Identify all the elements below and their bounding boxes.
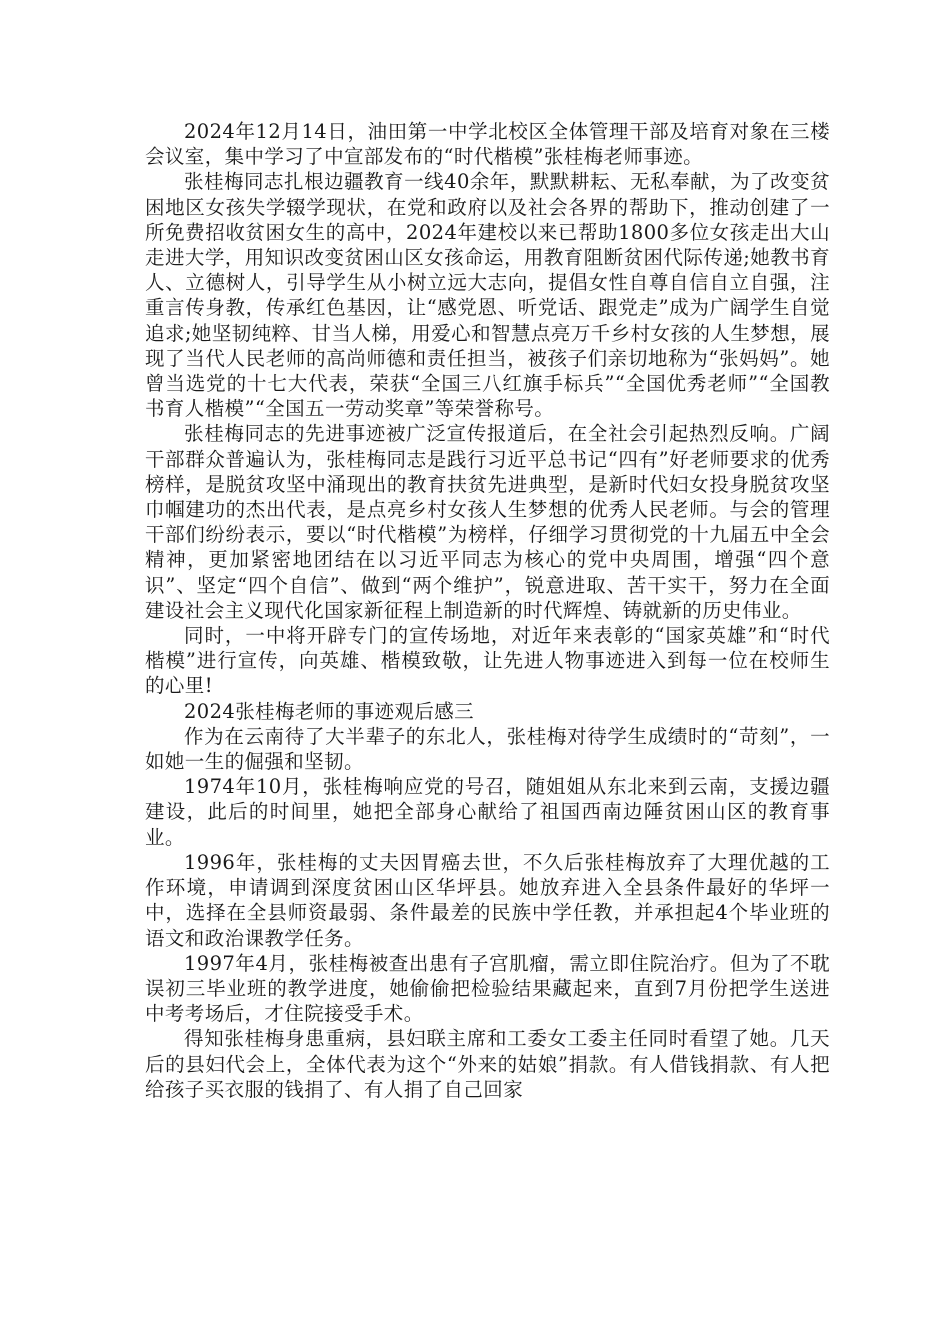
paragraph-6: 1974年10月，张桂梅响应党的号召，随姐姐从东北来到云南，支援边疆建设，此后的时间里，她把全部身心献给了祖国西南边陲贫困山区的教育事业。 [145, 775, 830, 849]
paragraph-9: 得知张桂梅身患重病，县妇联主席和工委女工委主任同时看望了她。几天后的县妇代会上，全体代表为这个“外来的姑娘”捐款。有人借钱捐款、有人把给孩子买衣服的钱捐了、有人捐了自己回家 [145, 1027, 830, 1101]
paragraph-8: 1997年4月，张桂梅被查出患有子宫肌瘤，需立即住院治疗。但为了不耽误初三毕业班的教学进度，她偷偷把检验结果藏起来，直到7月份把学生送进中考考场后，才住院接受手术。 [145, 951, 830, 1026]
section-heading: 2024张桂梅老师的事迹观后感三 [184, 699, 475, 723]
paragraph-2: 张桂梅同志扎根边疆教育一线40余年，默默耕耘、无私奉献，为了改变贫困地区女孩失学辍学现状，在党和政府以及社会各界的帮助下，推动创建了一所免费招收贫困女生的高中，2024年建校以来已帮助1800多位女孩走出大山走进大学，用知识改变贫困山区女孩命运，用教育阻断贫困代际传递;她教书育人、立德树人，引导学生从小树立远大志向，提倡女性自尊自信自立自强，注重言传身教，传承红色基因，让“感党恩、听党话、跟党走”成为广阔学生自觉追求;她坚韧纯粹、甘当人梯，用爱心和智慧点亮万千乡村女孩的人生梦想，展现了当代人民老师的高尚师德和责任担当，被孩子们亲切地称为“张妈妈”。她曾当选党的十七大代表，荣获“全国三八红旗手标兵”“全国优秀老师”“全国教书育人楷模”“全国五一劳动奖章”等荣誉称号。 [145, 170, 830, 421]
paragraph-5: 作为在云南待了大半辈子的东北人，张桂梅对待学生成绩时的“苛刻”，一如她一生的倔强和坚韧。 [145, 724, 830, 774]
paragraph-7: 1996年，张桂梅的丈夫因胃癌去世，不久后张桂梅放弃了大理优越的工作环境，申请调到深度贫困山区华坪县。她放弃进入全县条件最好的华坪一中，选择在全县师资最弱、条件最差的民族中学任教，并承担起4个毕业班的语文和政治课教学任务。 [145, 850, 830, 950]
paragraph-3: 张桂梅同志的先进事迹被广泛宣传报道后，在全社会引起热烈反响。广阔干部群众普遍认为，张桂梅同志是践行习近平总书记“四有”好老师要求的优秀榜样，是脱贫攻坚中涌现出的教育扶贫先进典型，是新时代妇女投身脱贫攻坚巾帼建功的杰出代表，是点亮乡村女孩人生梦想的优秀人民老师。与会的管理干部们纷纷表示，要以“时代楷模”为榜样，仔细学习贯彻党的十九届五中全会精神，更加紧密地团结在以习近平同志为核心的党中央周围，增强“四个意识”、坚定“四个自信”、做到“两个维护”，锐意进取、苦干实干，努力在全面建设社会主义现代化国家新征程上制造新的时代辉煌、铸就新的历史伟业。 [145, 422, 830, 622]
document-body [145, 119, 830, 1102]
paragraph-4: 同时，一中将开辟专门的宣传场地，对近年来表彰的“国家英雄”和“时代楷模”进行宣传，向英雄、楷模致敬，让先进人物事迹进入到每一位在校师生的心里! [145, 624, 830, 698]
paragraph-1: 2024年12月14日，油田第一中学北校区全体管理干部及培育对象在三楼会议室，集中学习了中宣部发布的“时代楷模”张桂梅老师事迹。 [145, 120, 830, 169]
